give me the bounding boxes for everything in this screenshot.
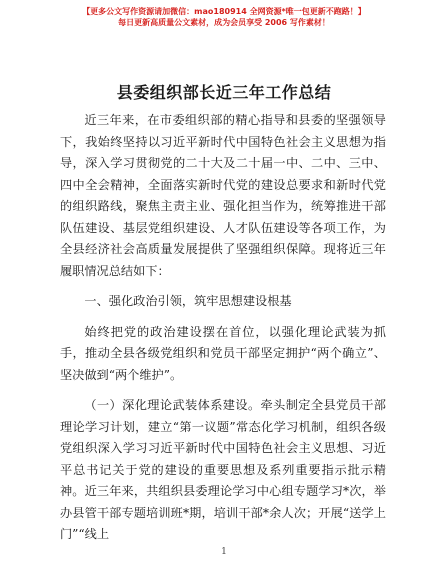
banner-line-1: 【更多公文写作资源请加微信：mao180914 全网资源*唯一包更新不跑路！】: [82, 7, 366, 16]
page-number: 1: [221, 547, 227, 557]
section-paragraph: 始终把党的政治建设摆在首位，以强化理论武装为抓手，推动全县各级党组织和党员干部坚定拥护“两个确立”、坚决做到“两个维护”。: [60, 324, 386, 382]
document-body: [60, 110, 386, 546]
banner-line-2: 每日更新高质量公文素材，成为会员享受 2006 写作素材！: [118, 18, 330, 27]
section-heading: 一、强化政治引领，筑牢思想建设根基: [84, 294, 292, 308]
header-banner: [0, 6, 448, 28]
document-title: 县委组织部长近三年工作总结: [116, 83, 332, 102]
subsection-paragraph: （一）深化理论武装体系建设。牵头制定全县党员干部理论学习计划，建立“第一议题”常态化学习机制，组织各级党组织深入学习习近平新时代中国特色社会主义思想、习近平总书记关于党的建设的重要思想及系列重要指示批示精神。近三年来，共组织县委理论学习中心组专题学习*次，举办县管干部专题培训班*期，培训干部*余人次；开展“送学上门”“线上: [60, 398, 386, 541]
intro-paragraph: 近三年来，在市委组织部的精心指导和县委的坚强领导下，我始终坚持以习近平新时代中国特色社会主义思想为指导，深入学习贯彻党的二十大及二十届一中、二中、三中、四中全会精神，全面落实新时代党的建设总要求和新时代党的组织路线，聚焦主责主业、强化担当作为，统筹推进干部队伍建设、基层党组织建设、人才队伍建设等各项工作，为全县经济社会高质量发展提供了坚强组织保障。现将近三年履职情况总结如下：: [60, 113, 386, 278]
